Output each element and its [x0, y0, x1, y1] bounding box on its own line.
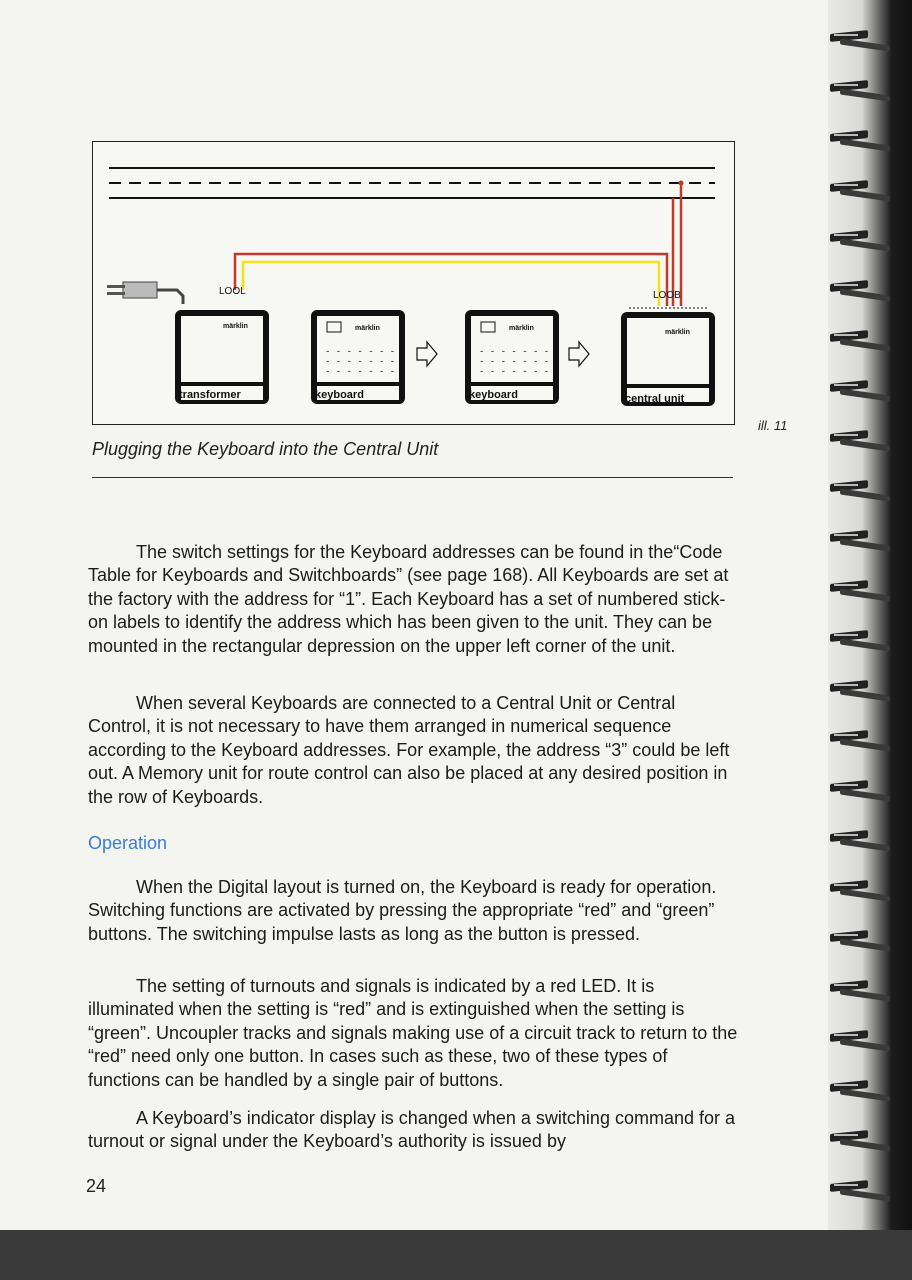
- feeder-contact: [679, 181, 684, 186]
- spiral-coil: [830, 880, 892, 902]
- spiral-coil: [830, 680, 892, 702]
- keyboard-unit-1: [311, 310, 406, 404]
- spiral-coil: [830, 830, 892, 852]
- transformer-unit: [175, 310, 269, 404]
- transformer-label: transformer: [179, 389, 241, 401]
- spiral-coil: [830, 730, 892, 752]
- power-plug: [107, 282, 183, 304]
- spiral-coil: [830, 480, 892, 502]
- spiral-coil: [830, 30, 892, 52]
- keyboard1-label: keyboard: [315, 389, 364, 401]
- spiral-coil: [830, 80, 892, 102]
- keyboard1-brand: märklin: [355, 325, 380, 332]
- body-paragraph-2: When several Keyboards are connected to a Central Unit or Central Control, it is not necessary to have them arranged in numerical sequence according to the Keyboard addresses. For example, the address “3” could be left out. A Memory unit for route control can also be placed at any desired position in the row of Keyboards.: [88, 693, 730, 807]
- spiral-coil: [830, 530, 892, 552]
- power-wire-yellow: [243, 262, 659, 306]
- svg-text:- - - - - - - -: - - - - - - - -: [479, 347, 561, 357]
- spiral-coil: [830, 780, 892, 802]
- keyboard2-brand: märklin: [509, 325, 534, 332]
- spiral-coil: [830, 1080, 892, 1102]
- caption-divider: [92, 477, 733, 478]
- spiral-coil: [830, 230, 892, 252]
- keyboard-unit-2: [465, 310, 560, 404]
- body-paragraph-3: When the Digital layout is turned on, the Keyboard is ready for operation. Switching functions are activated by pressing the appropriate “red” and “green” buttons. The switching impulse lasts as long as the button is pressed.: [88, 877, 717, 944]
- spiral-coil: [830, 380, 892, 402]
- body-paragraph-1: The switch settings for the Keyboard addresses can be found in the“Code Table for Keyboards and Switchboards” (see page 168). All Keyboards are set at the factory with the address for “1”. Each Keyboard has a set of numbered stick-on labels to identify the address which has been given to the unit. They can be mounted in the rectangular depression on the upper left corner of the unit.: [88, 542, 729, 656]
- svg-text:- - - - - - - -: - - - - - - - -: [325, 367, 407, 377]
- spiral-coil: [830, 630, 892, 652]
- transformer-brand: märklin: [223, 323, 248, 330]
- spiral-coil: [830, 180, 892, 202]
- svg-text:- - - - - - - -: - - - - - - - -: [479, 367, 561, 377]
- section-heading-operation: Operation: [88, 833, 168, 853]
- central-unit-label: central unit: [625, 393, 685, 405]
- spiral-coil: [830, 1180, 892, 1202]
- wiring-diagram: [92, 141, 735, 425]
- figure-caption: Plugging the Keyboard into the Central Unit: [92, 439, 439, 459]
- page-number: 24: [86, 1176, 107, 1196]
- arrow-2: [569, 342, 589, 366]
- central-brand: märklin: [665, 329, 690, 336]
- spiral-coil: [830, 1130, 892, 1152]
- arrow-1: [417, 342, 437, 366]
- connector-right-label: LOOB: [653, 290, 681, 301]
- spiral-coil: [830, 930, 892, 952]
- spiral-coil: [830, 580, 892, 602]
- spiral-coil: [830, 430, 892, 452]
- spiral-coil: [830, 1030, 892, 1052]
- connector-left-label: LOOL: [219, 286, 246, 297]
- body-paragraph-4: The setting of turnouts and signals is indicated by a red LED. It is illuminated when the setting is “red” and is extinguished when the setting is “green”. Uncoupler tracks and signals making use of a circuit track to return to the “red” need only one button. In cases such as these, two of these types of functions can be handled by a single pair of buttons.: [88, 976, 738, 1090]
- svg-text:- - - - - - - -: - - - - - - - -: [325, 357, 407, 367]
- spiral-coil: [830, 130, 892, 152]
- keyboard2-label: keyboard: [469, 389, 518, 401]
- diagram-svg: [93, 142, 734, 424]
- page-bottom-edge: [0, 1230, 912, 1280]
- spiral-coil: [830, 330, 892, 352]
- svg-text:- - - - - - - -: - - - - - - - -: [479, 357, 561, 367]
- body-paragraph-5: A Keyboard’s indicator display is changed when a switching command for a turnout or signal under the Keyboard’s authority is issued by: [88, 1108, 736, 1152]
- illustration-number: ill. 11: [758, 418, 788, 433]
- central-unit: [621, 308, 715, 406]
- spiral-coil: [830, 980, 892, 1002]
- svg-text:- - - - - - - -: - - - - - - - -: [325, 347, 407, 357]
- spiral-coil: [830, 280, 892, 302]
